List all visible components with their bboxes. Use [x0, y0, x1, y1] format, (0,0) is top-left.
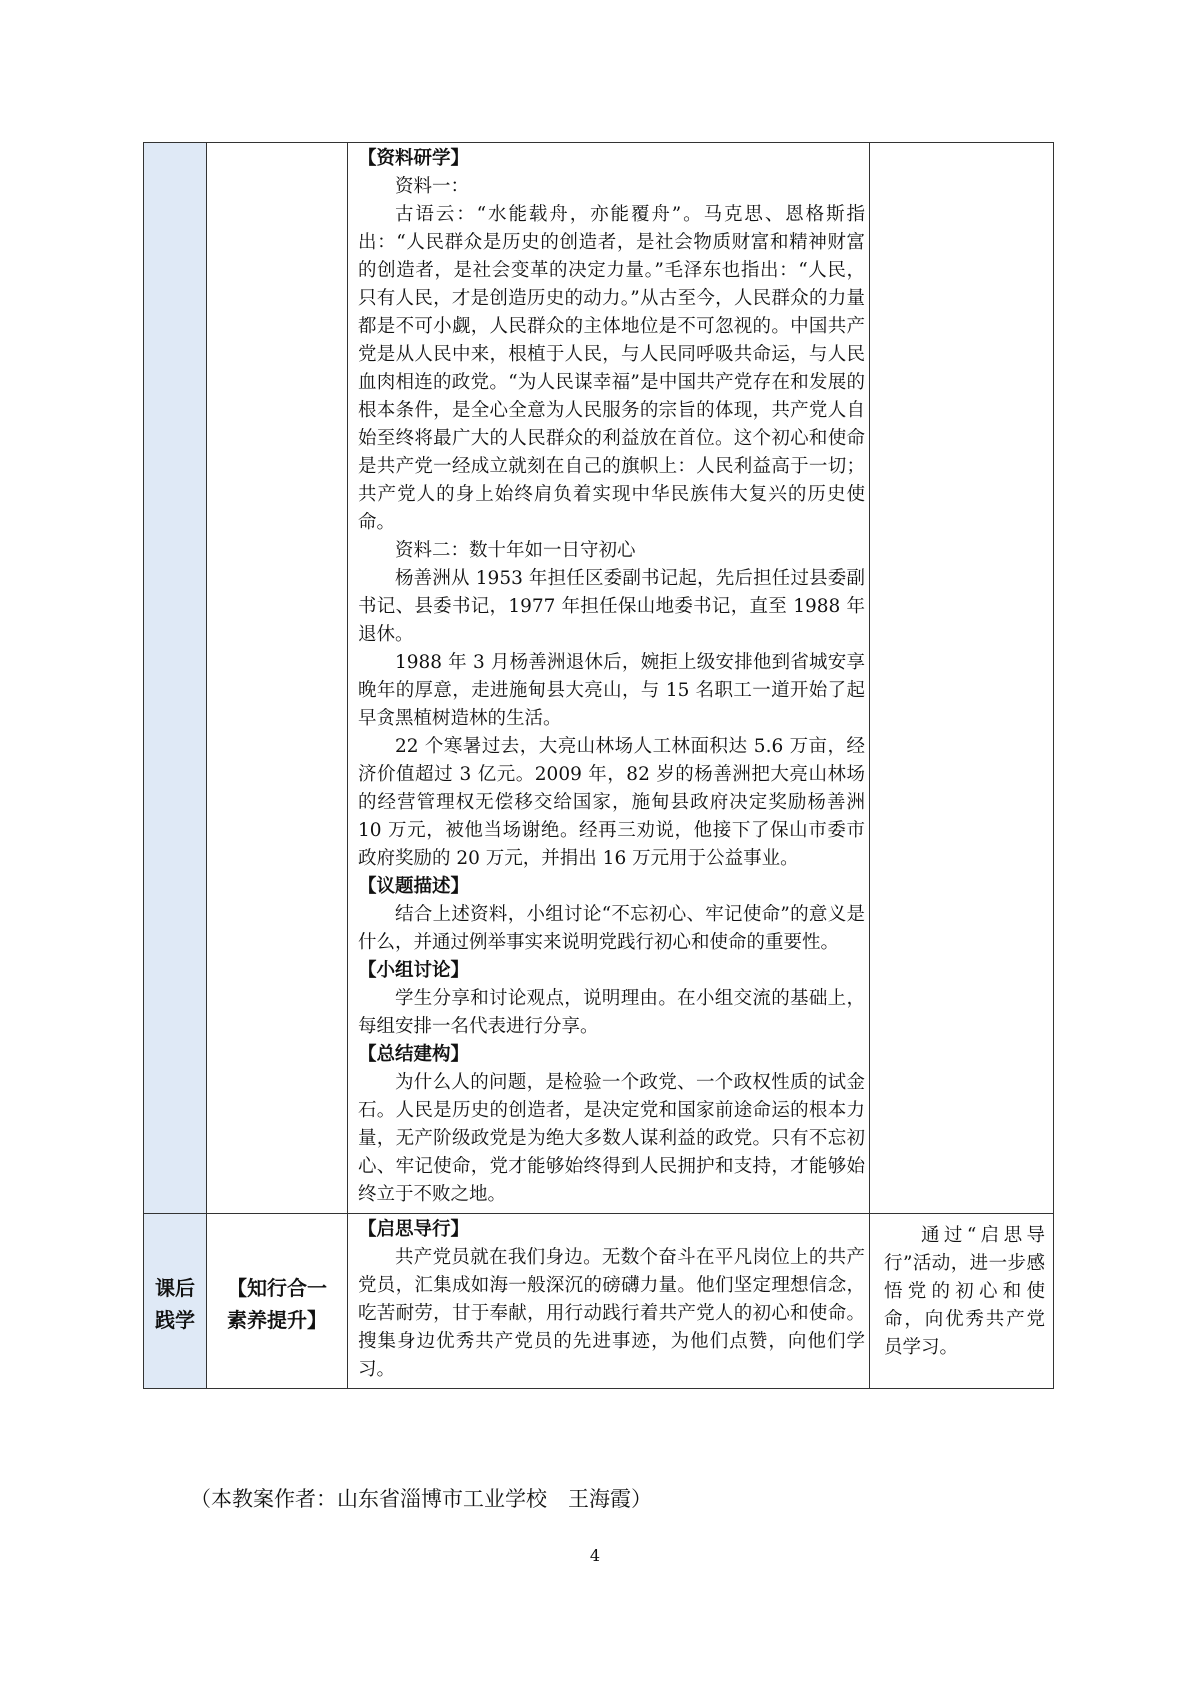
design-intent-cell [870, 1214, 1054, 1389]
material1-text: 古语云：“水能载舟，亦能覆舟”。马克思、恩格斯指出：“人民群众是历史的创造者，是社会物质财富和精神财富的创造者，是社会变革的决定力量。”毛泽东也指出：“人民，只有人民，才是创造历史的动力。”从古至今，人民群众的力量都是不可小觑，人民群众的主体地位是不可忽视的。中国共产党是从人民中来，根植于人民，与人民同呼吸共命运，与人民血肉相连的政党。“为人民谋幸福”是中国共产党存在和发展的根本条件，是全心全意为人民服务的宗旨的体现，共产党人自始至终将最广大的人民群众的利益放在首位。这个初心和使命是共产党一经成立就刻在自己的旗帜上：人民利益高于一切；共产党人的身上始终肩负着实现中华民族伟大复兴的历史使命。 [358, 204, 865, 533]
table-row-after-class [144, 1214, 1054, 1389]
stage-cell-empty [144, 143, 207, 1214]
design-intent-cell-empty [870, 143, 1054, 1214]
module-cell-empty [207, 143, 348, 1214]
activity-content-cell [348, 1214, 870, 1389]
summary-text: 为什么人的问题，是检验一个政党、一个政权性质的试金石。人民是历史的创造者，是决定党和国家前途命运的根本力量，无产阶级政党是为绝大多数人谋利益的政党。只有不忘初心、牢记使命，党才能够始终得到人民拥护和支持，才能够始终立于不败之地。 [358, 1072, 865, 1205]
stage-label-line2: 践学 [155, 1308, 195, 1332]
section-heading-topic-description: 【议题描述】 [358, 876, 470, 897]
module-label-line2: 素养提升】 [227, 1308, 327, 1332]
stage-label-line1: 课后 [155, 1276, 195, 1300]
section-heading-guidance: 【启思导行】 [358, 1219, 470, 1240]
module-cell [207, 1214, 348, 1389]
discussion-text: 学生分享和讨论观点，说明理由。在小组交流的基础上，每组安排一名代表进行分享。 [358, 988, 865, 1037]
module-label-line1: 【知行合一 [227, 1276, 327, 1300]
material2-paragraph: 22 个寒暑过去，大亮山林场人工林面积达 5.6 万亩，经济价值超过 3 亿元。2009 年，82 岁的杨善洲把大亮山林场的经营管理权无偿移交给国家，施甸县政府决定奖励杨善洲 10 万元，被他当场谢绝。经再三劝说，他接下了保山市委市政府奖励的 20 万元，并捐出 16 万元用于公益事业。 [358, 736, 865, 869]
section-heading-material-research: 【资料研学】 [358, 148, 470, 169]
material2-label: 资料二：数十年如一日守初心 [395, 540, 636, 561]
lesson-plan-table [143, 142, 1054, 1389]
activity-content-cell [348, 143, 870, 1214]
stage-cell [144, 1214, 207, 1389]
table-row-in-class [144, 143, 1054, 1214]
topic-text: 结合上述资料，小组讨论“不忘初心、牢记使命”的意义是什么，并通过例举事实来说明党践行初心和使命的重要性。 [358, 904, 865, 953]
section-heading-summary: 【总结建构】 [358, 1044, 470, 1065]
design-intent-text: 通过“启思导行”活动，进一步感悟党的初心和使命，向优秀共产党员学习。 [884, 1225, 1045, 1358]
section-heading-group-discussion: 【小组讨论】 [358, 960, 470, 981]
material2-paragraph: 杨善洲从 1953 年担任区委副书记起，先后担任过县委副书记、县委书记，1977 年担任保山地委书记，直至 1988 年退休。 [358, 568, 865, 645]
author-credit: （本教案作者：山东省淄博市工业学校 王海霞） [190, 1487, 652, 1511]
page-number: 4 [589, 1546, 601, 1565]
material2-paragraph: 1988 年 3 月杨善洲退休后，婉拒上级安排他到省城安享晚年的厚意，走进施甸县大亮山，与 15 名职工一道开始了起早贪黑植树造林的生活。 [358, 652, 865, 729]
guidance-text: 共产党员就在我们身边。无数个奋斗在平凡岗位上的共产党员，汇集成如海一般深沉的磅礴力量。他们坚定理想信念，吃苦耐劳，甘于奉献，用行动践行着共产党人的初心和使命。搜集身边优秀共产党员的先进事迹，为他们点赞，向他们学习。 [358, 1247, 865, 1380]
material1-label: 资料一： [395, 176, 470, 197]
